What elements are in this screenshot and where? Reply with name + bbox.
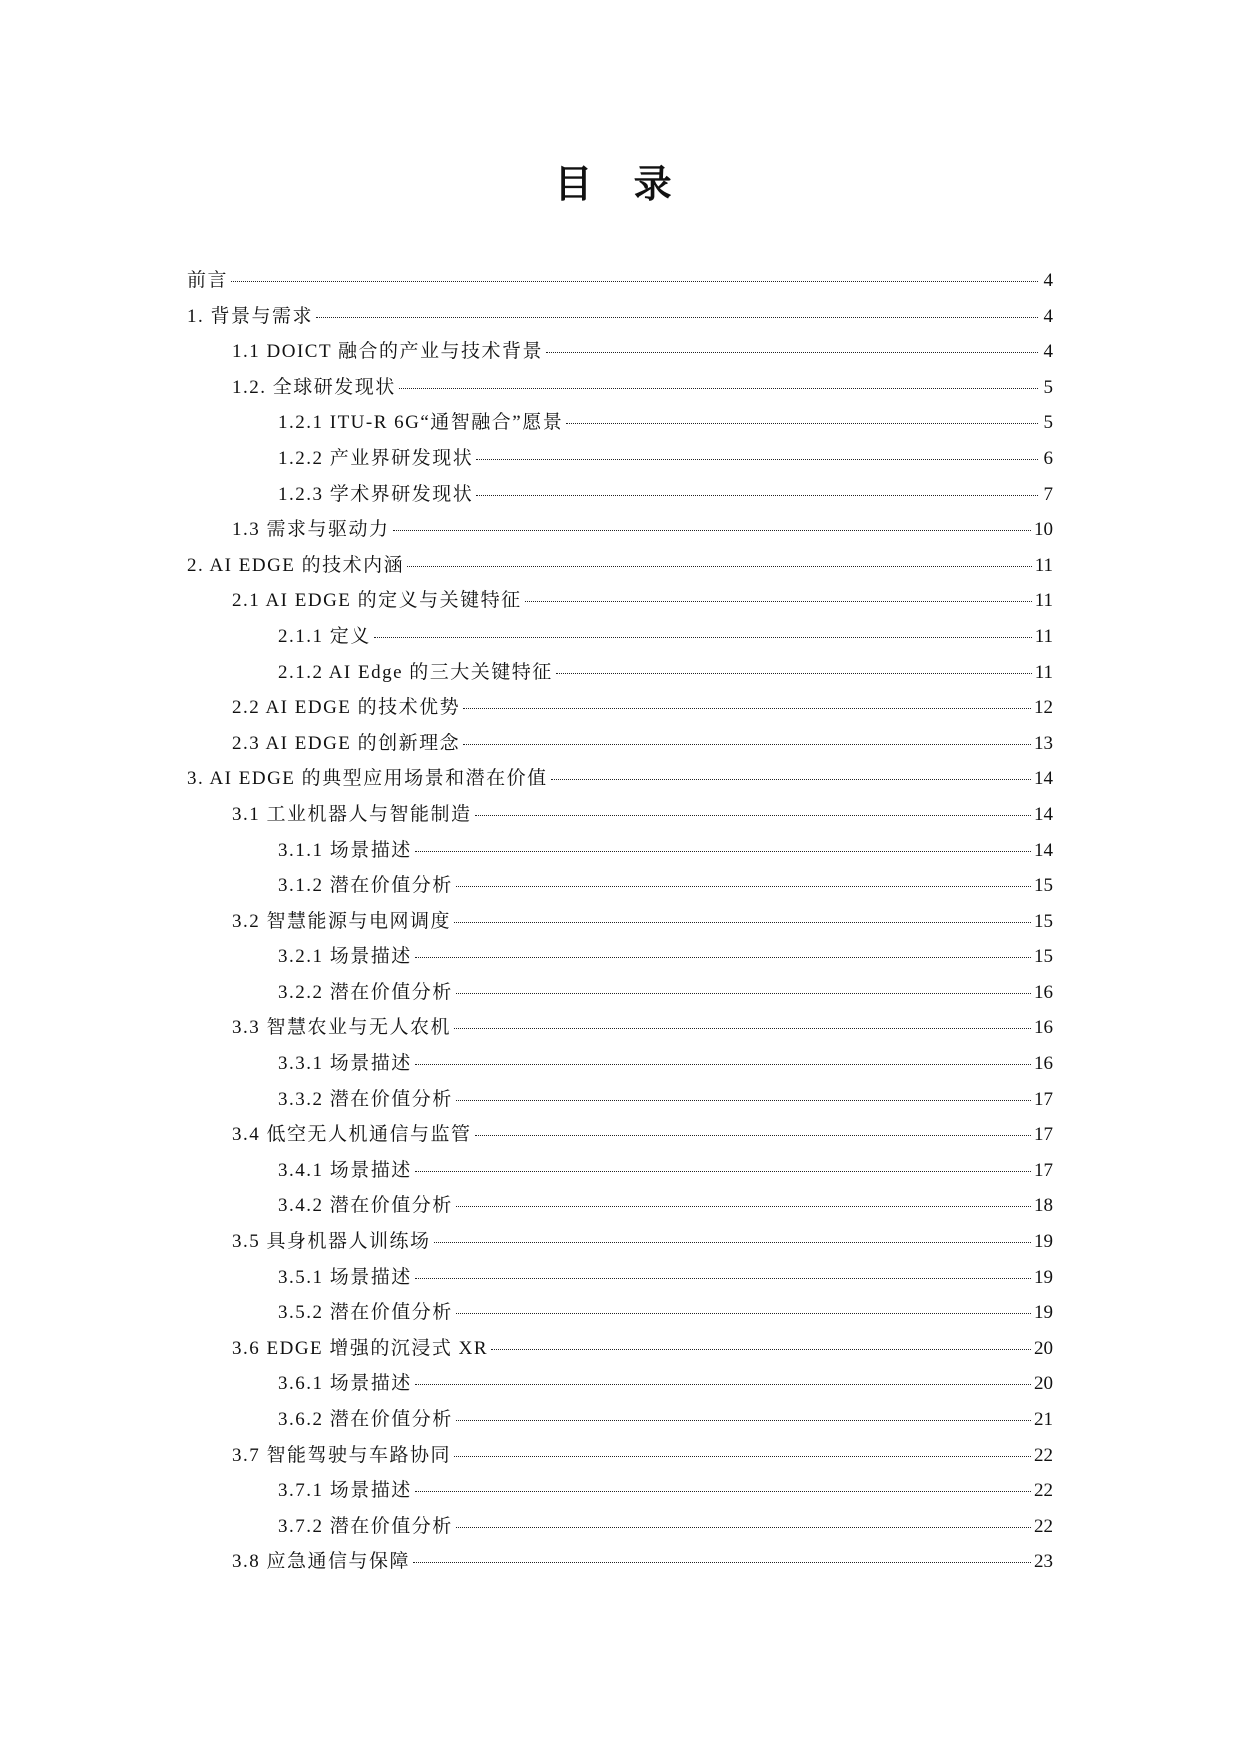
toc-entry-label: 3.4.1 场景描述 xyxy=(278,1159,412,1181)
toc-dot-leader xyxy=(415,1491,1031,1492)
toc-dot-leader xyxy=(475,1135,1031,1136)
toc-entry[interactable] xyxy=(187,1260,1053,1296)
toc-entry-page-number: 11 xyxy=(1034,625,1053,647)
toc-entry[interactable] xyxy=(187,761,1053,797)
toc-entry[interactable] xyxy=(187,263,1053,299)
toc-entry-label: 3.5.1 场景描述 xyxy=(278,1266,412,1288)
toc-entry[interactable] xyxy=(187,512,1053,548)
toc-entry[interactable] xyxy=(187,1544,1053,1580)
toc-entry-page-number: 15 xyxy=(1034,946,1053,968)
toc-entry-label: 3.1 工业机器人与智能制造 xyxy=(232,803,472,825)
toc-entry[interactable] xyxy=(187,1224,1053,1260)
toc-entry-page-number: 12 xyxy=(1034,697,1053,719)
toc-entry-label: 3.6 EDGE 增强的沉浸式 XR xyxy=(232,1337,489,1359)
toc-entry[interactable] xyxy=(187,655,1053,691)
toc-entry-page-number: 7 xyxy=(1043,483,1053,505)
table-of-contents xyxy=(187,263,1053,1580)
toc-entry-page-number: 14 xyxy=(1034,803,1053,825)
toc-entry-page-number: 14 xyxy=(1034,768,1053,790)
toc-dot-leader xyxy=(456,1313,1031,1314)
toc-entry[interactable] xyxy=(187,1082,1053,1118)
toc-entry-page-number: 6 xyxy=(1043,447,1053,469)
toc-entry-page-number: 11 xyxy=(1034,590,1053,612)
toc-entry-label: 3.7.1 场景描述 xyxy=(278,1480,412,1502)
toc-entry-page-number: 15 xyxy=(1034,910,1053,932)
toc-entry-label: 1.2.1 ITU-R 6G“通智融合”愿景 xyxy=(278,412,564,434)
toc-entry[interactable] xyxy=(187,299,1053,335)
toc-entry-label: 1.3 需求与驱动力 xyxy=(232,519,390,541)
toc-entry[interactable] xyxy=(187,797,1053,833)
toc-entry[interactable] xyxy=(187,370,1053,406)
toc-entry[interactable] xyxy=(187,548,1053,584)
toc-entry[interactable] xyxy=(187,1402,1053,1438)
toc-entry-label: 1.1 DOICT 融合的产业与技术背景 xyxy=(232,341,543,363)
toc-entry[interactable] xyxy=(187,1366,1053,1402)
toc-entry-label: 3.4.2 潜在价值分析 xyxy=(278,1195,453,1217)
toc-entry-page-number: 19 xyxy=(1034,1266,1053,1288)
toc-entry-page-number: 15 xyxy=(1034,875,1053,897)
toc-dot-leader xyxy=(476,495,1038,496)
toc-entry-label: 2. AI EDGE 的技术内涵 xyxy=(187,554,405,576)
toc-dot-leader xyxy=(456,886,1031,887)
toc-entry-page-number: 5 xyxy=(1043,412,1053,434)
toc-dot-leader xyxy=(231,281,1038,282)
toc-dot-leader xyxy=(463,708,1031,709)
toc-dot-leader xyxy=(463,744,1031,745)
toc-entry[interactable] xyxy=(187,690,1053,726)
toc-entry[interactable] xyxy=(187,1046,1053,1082)
toc-dot-leader xyxy=(566,423,1038,424)
toc-entry-label: 2.3 AI EDGE 的创新理念 xyxy=(232,732,461,754)
toc-entry[interactable] xyxy=(187,1153,1053,1189)
toc-dot-leader xyxy=(415,851,1031,852)
toc-entry[interactable] xyxy=(187,1509,1053,1545)
toc-entry-page-number: 19 xyxy=(1034,1231,1053,1253)
toc-dot-leader xyxy=(475,815,1031,816)
toc-entry[interactable] xyxy=(187,1117,1053,1153)
toc-entry-page-number: 5 xyxy=(1043,376,1053,398)
toc-dot-leader xyxy=(407,566,1032,567)
toc-entry-label: 3.5.2 潜在价值分析 xyxy=(278,1302,453,1324)
toc-entry[interactable] xyxy=(187,1295,1053,1331)
toc-entry-label: 2.1.1 定义 xyxy=(278,625,371,647)
toc-dot-leader xyxy=(316,317,1038,318)
toc-dot-leader xyxy=(456,1206,1031,1207)
toc-entry-page-number: 13 xyxy=(1034,732,1053,754)
toc-entry-label: 1.2.2 产业界研发现状 xyxy=(278,447,474,469)
toc-dot-leader xyxy=(476,459,1038,460)
toc-dot-leader xyxy=(434,1242,1031,1243)
toc-dot-leader xyxy=(374,637,1032,638)
toc-dot-leader xyxy=(454,1456,1031,1457)
toc-entry[interactable] xyxy=(187,726,1053,762)
page-title: 目 录 xyxy=(554,162,686,206)
toc-entry[interactable] xyxy=(187,1438,1053,1474)
toc-entry-label: 3.7.2 潜在价值分析 xyxy=(278,1515,453,1537)
toc-entry[interactable] xyxy=(187,583,1053,619)
toc-entry-label: 3.2.1 场景描述 xyxy=(278,946,412,968)
toc-dot-leader xyxy=(456,1100,1031,1101)
toc-entry[interactable] xyxy=(187,334,1053,370)
toc-dot-leader xyxy=(454,1028,1031,1029)
toc-entry-page-number: 22 xyxy=(1034,1480,1053,1502)
toc-entry-label: 3.3.2 潜在价值分析 xyxy=(278,1088,453,1110)
toc-entry-label: 3.7 智能驾驶与车路协同 xyxy=(232,1444,452,1466)
toc-entry[interactable] xyxy=(187,939,1053,975)
toc-entry-label: 1. 背景与需求 xyxy=(187,305,314,327)
toc-entry-page-number: 4 xyxy=(1043,270,1053,291)
toc-entry[interactable] xyxy=(187,441,1053,477)
toc-entry-label: 3.3 智慧农业与无人农机 xyxy=(232,1017,452,1039)
toc-entry-label: 3.4 低空无人机通信与监管 xyxy=(232,1124,472,1146)
toc-dot-leader xyxy=(454,922,1031,923)
toc-entry[interactable] xyxy=(187,833,1053,869)
toc-dot-leader xyxy=(491,1349,1031,1350)
toc-entry-label: 前言 xyxy=(187,270,229,291)
toc-entry[interactable] xyxy=(187,1010,1053,1046)
toc-dot-leader xyxy=(399,388,1038,389)
toc-entry-page-number: 16 xyxy=(1034,1017,1053,1039)
toc-entry-label: 2.1 AI EDGE 的定义与关键特征 xyxy=(232,590,522,612)
toc-entry[interactable] xyxy=(187,904,1053,940)
toc-dot-leader xyxy=(546,352,1038,353)
toc-entry-page-number: 11 xyxy=(1034,661,1053,683)
toc-dot-leader xyxy=(556,673,1032,674)
toc-entry-label: 3.8 应急通信与保障 xyxy=(232,1551,411,1573)
toc-dot-leader xyxy=(415,1171,1031,1172)
toc-entry-page-number: 23 xyxy=(1034,1551,1053,1573)
toc-dot-leader xyxy=(456,1420,1031,1421)
toc-entry-page-number: 20 xyxy=(1034,1337,1053,1359)
toc-entry-label: 3. AI EDGE 的典型应用场景和潜在价值 xyxy=(187,768,548,790)
toc-entry-page-number: 17 xyxy=(1034,1088,1053,1110)
toc-dot-leader xyxy=(415,1278,1031,1279)
toc-entry[interactable] xyxy=(187,405,1053,441)
toc-dot-leader xyxy=(413,1562,1031,1563)
toc-entry[interactable] xyxy=(187,868,1053,904)
toc-entry-label: 3.2.2 潜在价值分析 xyxy=(278,981,453,1003)
toc-entry-label: 3.2 智慧能源与电网调度 xyxy=(232,910,452,932)
toc-entry[interactable] xyxy=(187,619,1053,655)
toc-entry-page-number: 4 xyxy=(1043,305,1053,327)
toc-entry-label: 3.3.1 场景描述 xyxy=(278,1053,412,1075)
toc-entry-page-number: 17 xyxy=(1034,1124,1053,1146)
toc-entry-page-number: 16 xyxy=(1034,1053,1053,1075)
toc-entry[interactable] xyxy=(187,1331,1053,1367)
toc-entry-label: 3.6.1 场景描述 xyxy=(278,1373,412,1395)
toc-entry-page-number: 10 xyxy=(1034,519,1053,541)
toc-entry-page-number: 22 xyxy=(1034,1515,1053,1537)
toc-dot-leader xyxy=(551,779,1031,780)
toc-entry-page-number: 14 xyxy=(1034,839,1053,861)
toc-entry[interactable] xyxy=(187,1188,1053,1224)
toc-entry-page-number: 4 xyxy=(1043,341,1053,363)
toc-entry-label: 3.1.2 潜在价值分析 xyxy=(278,875,453,897)
toc-entry-page-number: 11 xyxy=(1034,554,1053,576)
toc-entry-page-number: 19 xyxy=(1034,1302,1053,1324)
toc-dot-leader xyxy=(456,993,1031,994)
toc-entry-label: 1.2.3 学术界研发现状 xyxy=(278,483,474,505)
toc-entry-label: 3.1.1 场景描述 xyxy=(278,839,412,861)
toc-entry-label: 2.1.2 AI Edge 的三大关键特征 xyxy=(278,661,553,683)
toc-entry[interactable] xyxy=(187,1473,1053,1509)
toc-entry-page-number: 18 xyxy=(1034,1195,1053,1217)
toc-entry-page-number: 16 xyxy=(1034,981,1053,1003)
toc-entry-page-number: 20 xyxy=(1034,1373,1053,1395)
toc-dot-leader xyxy=(456,1527,1031,1528)
toc-entry-label: 1.2. 全球研发现状 xyxy=(232,376,396,398)
toc-dot-leader xyxy=(415,957,1031,958)
toc-dot-leader xyxy=(525,601,1032,602)
toc-entry-page-number: 22 xyxy=(1034,1444,1053,1466)
toc-dot-leader xyxy=(415,1384,1031,1385)
toc-entry-label: 3.5 具身机器人训练场 xyxy=(232,1231,431,1253)
toc-entry-label: 3.6.2 潜在价值分析 xyxy=(278,1409,453,1430)
toc-entry-label: 2.2 AI EDGE 的技术优势 xyxy=(232,697,461,719)
toc-entry-page-number: 17 xyxy=(1034,1159,1053,1181)
toc-dot-leader xyxy=(415,1064,1031,1065)
toc-dot-leader xyxy=(393,530,1031,531)
toc-entry[interactable] xyxy=(187,477,1053,513)
toc-entry[interactable] xyxy=(187,975,1053,1011)
toc-entry-page-number: 21 xyxy=(1034,1409,1053,1430)
